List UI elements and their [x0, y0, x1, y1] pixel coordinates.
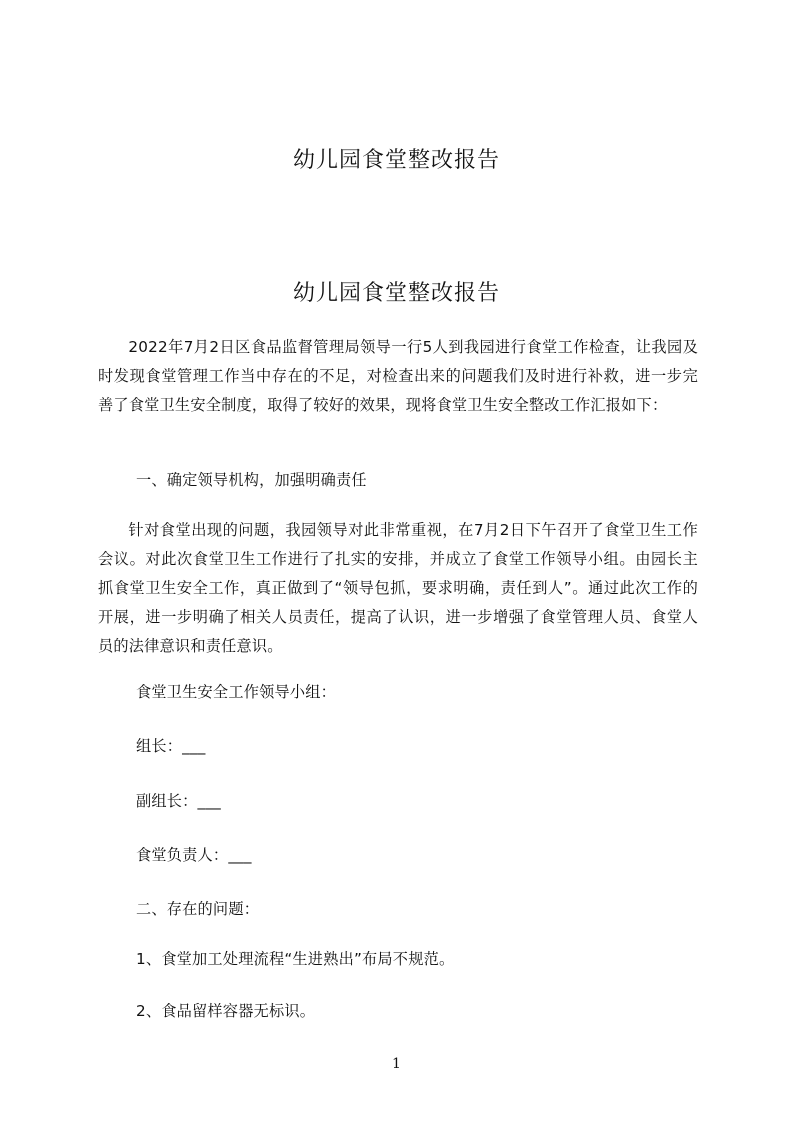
- team-canteen-head: 食堂负责人：___: [136, 846, 252, 864]
- issue-item-2: 2、食品留样容器无标识。: [136, 1002, 316, 1020]
- intro-paragraph: 2022年7月2日区食品监督管理局领导一行5人到我园进行食堂工作检查，让我园及时发现食堂管理工作当中存在的不足，对检查出来的问题我们及时进行补救，进一步完善了食堂卫生安全制度，取得了较好的效果，现将食堂卫生安全整改工作汇报如下：: [98, 338, 698, 414]
- team-heading: 食堂卫生安全工作领导小组：: [136, 683, 337, 701]
- page-number: 1: [392, 1056, 401, 1072]
- section1-heading: 一、确定领导机构，加强明确责任: [136, 471, 367, 489]
- issue-item-1: 1、食堂加工处理流程“生进熟出”布局不规范。: [136, 950, 455, 968]
- cover-title: 幼儿园食堂整改报告: [292, 148, 500, 173]
- team-deputy: 副组长：___: [136, 792, 221, 810]
- section1-body: 针对食堂出现的问题，我园领导对此非常重视，在7月2日下午召开了食堂卫生工作会议。对此次食堂卫生工作进行了扎实的安排，并成立了食堂工作领导小组。由园长主抓食堂卫生安全工作，真正做到了“领导包抓，要求明确，责任到人”。通过此次工作的开展，进一步明确了相关人员责任，提高了认识，进一步增强了食堂管理人员、食堂人员的法律意识和责任意识。: [98, 521, 698, 655]
- document-title: 幼儿园食堂整改报告: [292, 281, 500, 306]
- section2-heading: 二、存在的问题：: [136, 900, 260, 918]
- team-leader: 组长：___: [136, 737, 206, 755]
